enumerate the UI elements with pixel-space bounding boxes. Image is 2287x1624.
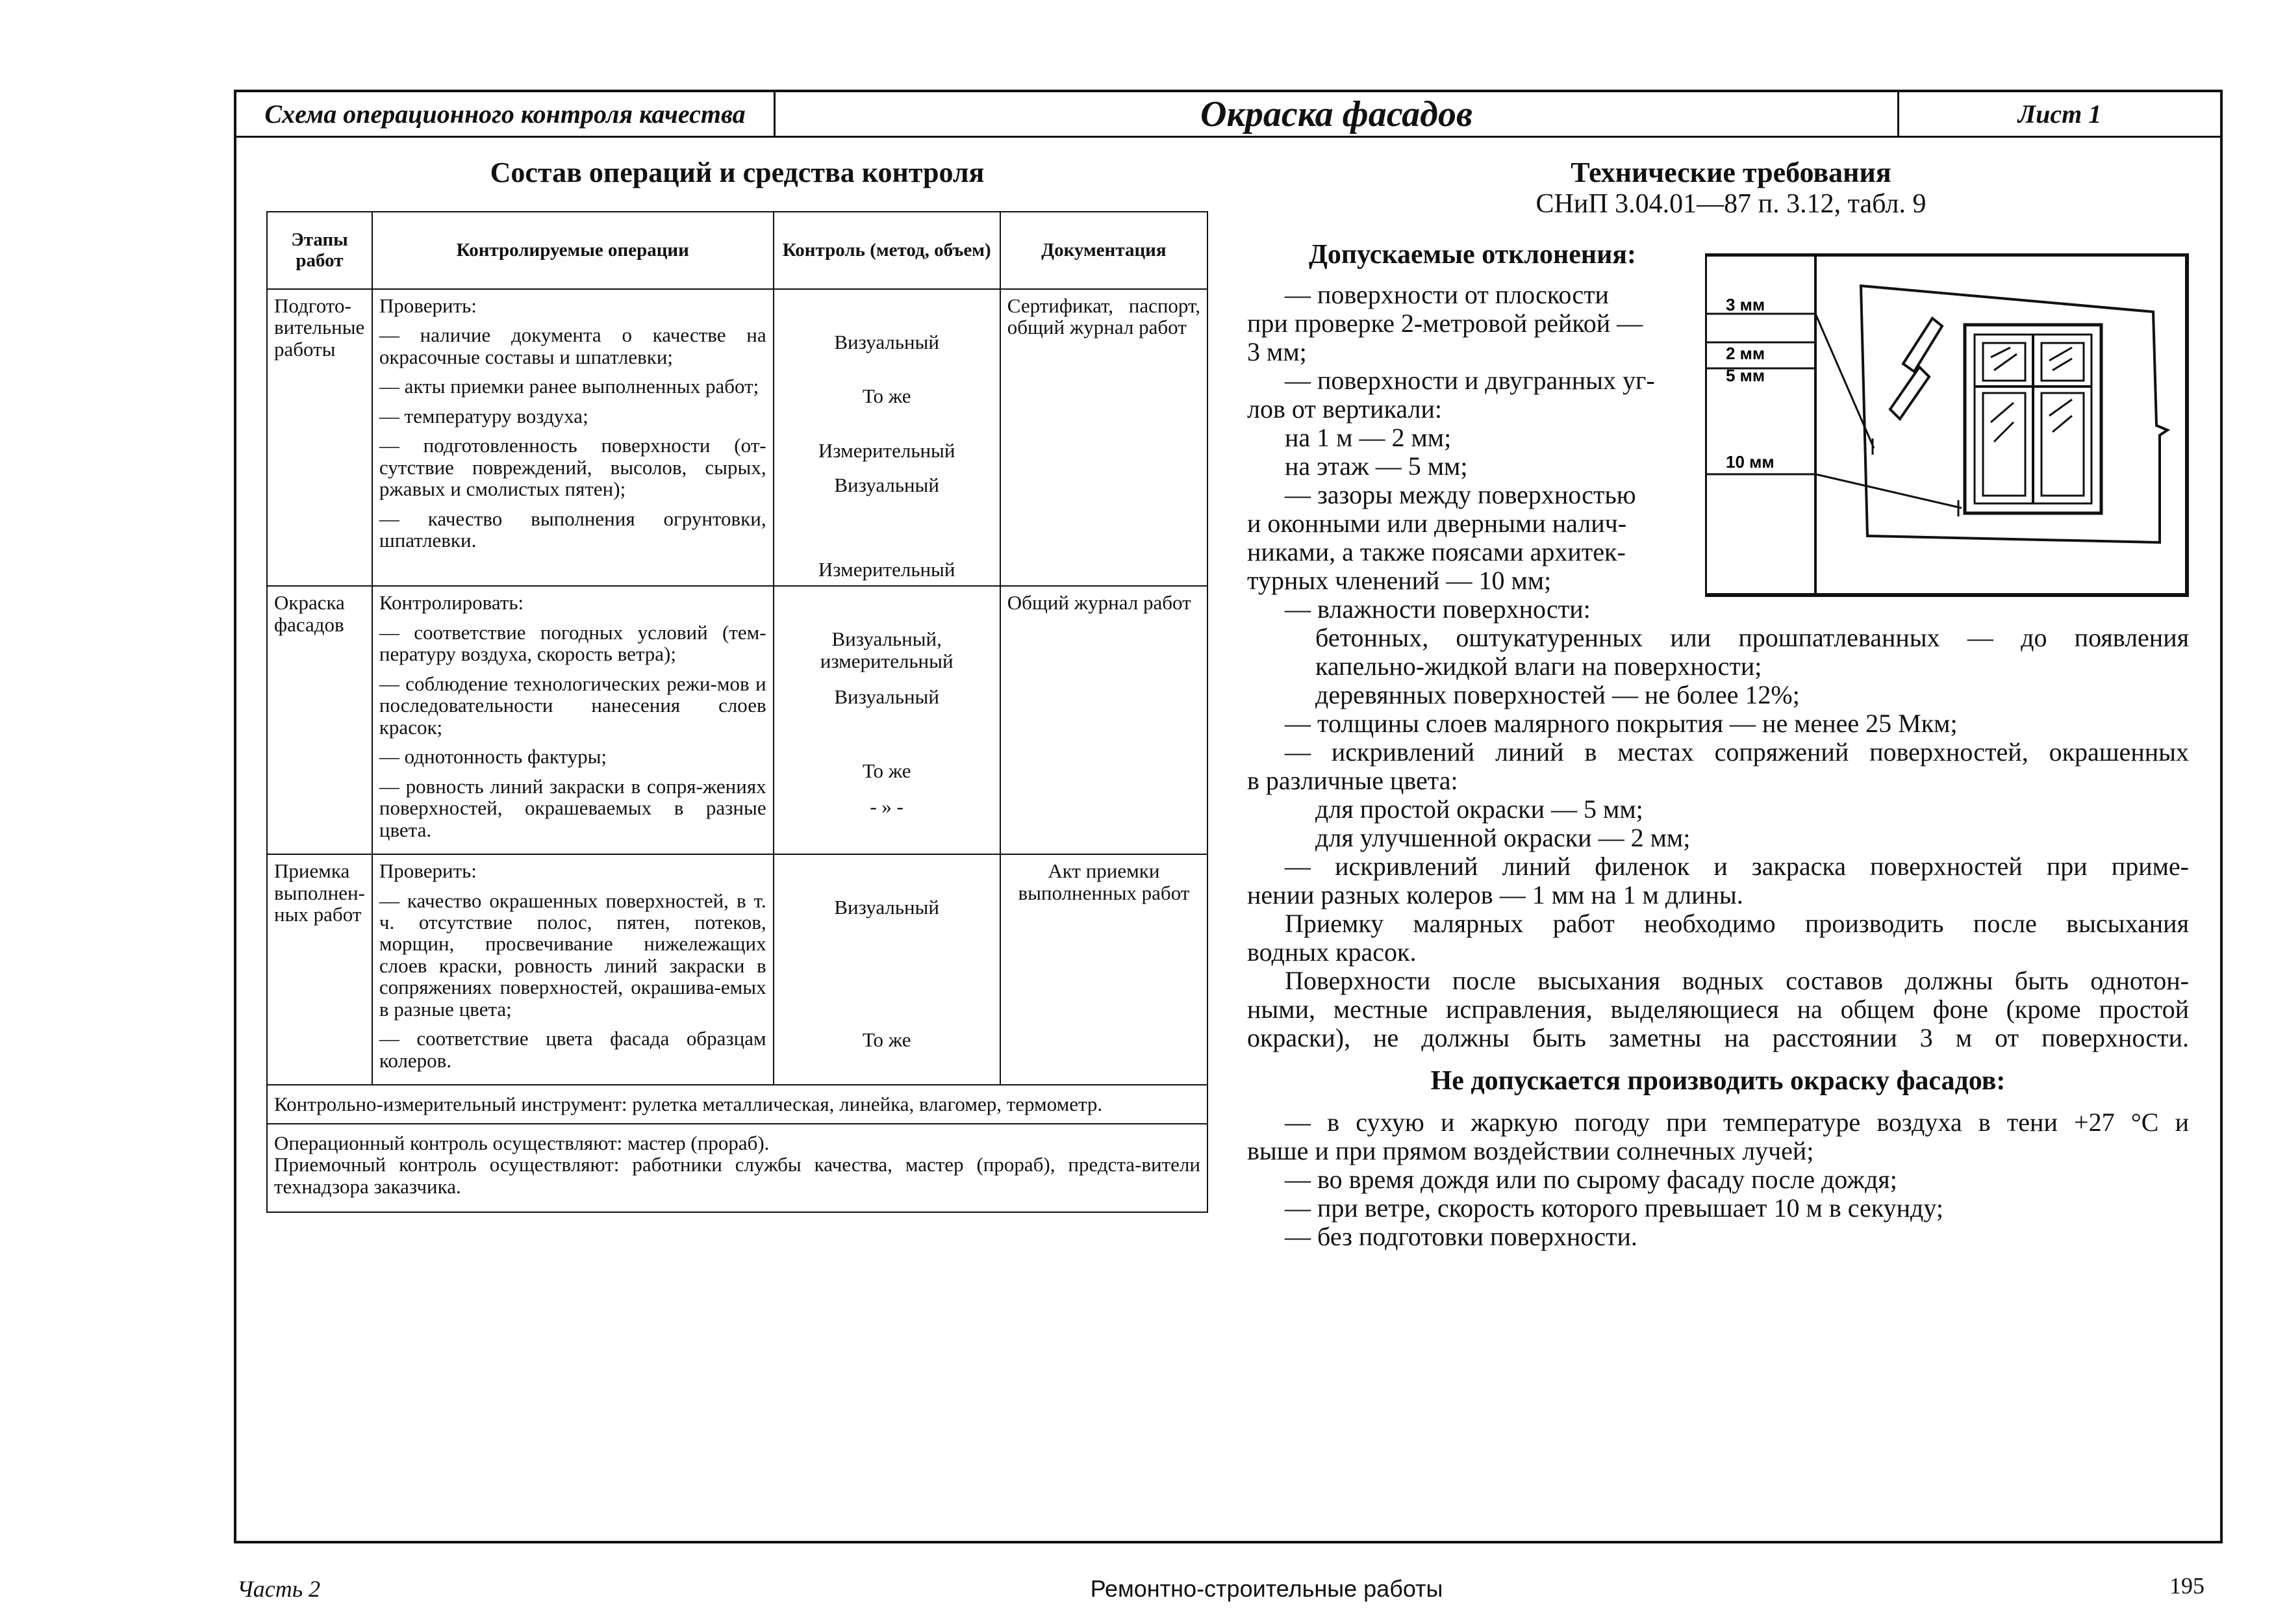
operation-item: — подготовленность поверхности (от-сутствие повреждений, высолов, сырых, ржавых и смолистых пятен); (379, 434, 766, 501)
table-row (267, 1085, 1207, 1123)
operations-intro: Проверить: (379, 294, 477, 317)
text-line: — поверхности от плоскости (1285, 280, 1609, 309)
text-line: деревянных поверхностей — не более 12%; (1315, 680, 1800, 709)
table-header-row (267, 212, 1207, 289)
control-method: То же (862, 385, 911, 408)
text-line: Приемку малярных работ необходимо производить после высыхания (1285, 909, 2189, 938)
control-method: Визуальный (834, 474, 939, 497)
text-line: турных членений — 10 мм; (1247, 566, 1552, 595)
column-header: Контроль (метод, объем) (774, 212, 1000, 289)
column-header: Контролируемые операции (372, 212, 774, 289)
text-line: — поверхности и двугранных уг- (1285, 366, 1655, 395)
table-row (267, 289, 1207, 586)
instruments-cell: Контрольно-измерительный инструмент: рулетка металлическая, линейка, влагомер, термометр. (267, 1085, 1207, 1123)
requirements-reference: СНиП 3.04.01—87 п. 3.12, табл. 9 (1535, 189, 1927, 219)
operations-cell (372, 289, 774, 586)
table-row (267, 1124, 1207, 1212)
text-line: никами, а также поясами архитек- (1247, 537, 1626, 566)
text-line: лов от вертикали: (1247, 394, 1442, 424)
text-line: бетонных, оштукатуренных или прошпатлеванных — до появления (1315, 623, 2189, 652)
control-method: Визуальный (834, 331, 939, 353)
operation-item: — соблюдение технологических режи-мов и последовательности нанесения слоев красок; (379, 672, 766, 739)
operation-item: — качество выполнения огрунтовки, шпатлевки. (379, 507, 766, 552)
sheet-header (236, 92, 2220, 138)
control-responsibility-cell (267, 1124, 1207, 1212)
text-line: — в сухую и жаркую погоду при температуре воздуха в тени +27 °С и (1285, 1108, 2189, 1137)
operations-cell (372, 854, 774, 1085)
control-cell (774, 854, 1000, 1085)
prohibition-list (1247, 1108, 2189, 1251)
operation-item: — акты приемки ранее выполненных работ; (379, 375, 759, 398)
text-line: выше и при прямом воздействии солнечных лучей; (1247, 1136, 1814, 1165)
acceptance-control-text: Приемочный контроль осуществляют: работники службы качества, мастер (прораб), предста-вители технадзора заказчика. (274, 1153, 1200, 1198)
text-line: и оконными или дверными налич- (1247, 509, 1627, 538)
text-line: на этаж — 5 мм; (1285, 451, 1468, 481)
control-cell (774, 586, 1000, 854)
control-method: То же (862, 1028, 911, 1051)
text-line: — искривлений линий в местах сопряжений поверхностей, окрашенных (1285, 737, 2189, 767)
label-10mm: 10 мм (1726, 452, 1775, 472)
label-3mm: 3 мм (1726, 295, 1765, 314)
control-method: То же (862, 759, 911, 782)
stage-cell: Приемка выполнен-ных работ (267, 854, 372, 1085)
operations-intro: Проверить: (379, 859, 477, 883)
operation-item: — температуру воздуха; (379, 404, 588, 427)
label-2mm: 2 мм (1726, 344, 1765, 363)
header-scheme-label: Схема операционного контроля качества (236, 92, 776, 136)
documentation-cell: Акт приемки выполненных работ (1000, 854, 1207, 1085)
page-title: Окраска фасадов (776, 92, 1899, 136)
operation-item: — соответствие погодных условий (тем-пературу воздуха, скорость ветра); (379, 620, 766, 666)
control-method: Визуальный (834, 685, 939, 709)
operation-item: — однотонность фактуры; (379, 745, 607, 768)
text-line: окраски), не должны быть заметны на расстоянии 3 м от поверхности. (1247, 1023, 2189, 1052)
text-line: при проверке 2-метровой рейкой — (1247, 309, 1643, 338)
text-line: 3 мм; (1247, 337, 1307, 366)
stage-cell: Подгото-вительные работы (267, 289, 372, 586)
text-line: — искривлений линий филенок и закраска поверхностей при приме- (1285, 852, 2189, 881)
sheet-number: Лист 1 (2017, 99, 2102, 129)
operation-item: — ровность линий закраски в сопря-жениях поверхностей, окрашеваемых в разные цвета. (379, 774, 766, 841)
footer-section: Ремонтно-строительные работы (1090, 1575, 1443, 1602)
column-header: Документация (1000, 212, 1207, 289)
operations-intro: Контролировать: (379, 591, 524, 615)
control-method: Визуальный, измерительный (820, 628, 954, 672)
page-number: 195 (2169, 1573, 2205, 1599)
text-line: — зазоры между поверхностью (1285, 480, 1636, 509)
text-line: водных красок. (1247, 937, 1417, 967)
requirements-title: Технические требования (1571, 157, 1891, 188)
text-line: нении разных колеров — 1 мм на 1 м длины. (1247, 880, 1743, 909)
operational-control-text: Операционный контроль осуществляют: мастер (прораб). (274, 1131, 770, 1154)
text-line: — при ветре, скорость которого превышает 10 м в секунду; (1285, 1193, 1943, 1223)
facade-deviation-figure (1705, 253, 2192, 598)
stage-cell: Окраска фасадов (267, 586, 372, 854)
footer-part: Часть 2 (237, 1576, 321, 1602)
table-row (267, 854, 1207, 1085)
text-line: в различные цвета: (1247, 766, 1458, 795)
text-line: — без подготовки поверхности. (1285, 1222, 1637, 1251)
documentation-cell: Сертификат, паспорт, общий журнал работ (1000, 289, 1207, 586)
operation-item: — наличие документа о качестве на окрасочные составы и шпатлевки; (379, 324, 766, 368)
text-line: — влажности поверхности: (1285, 594, 1591, 624)
text-line: для улучшенной окраски — 2 мм; (1315, 823, 1691, 852)
figure-border (1705, 255, 2187, 595)
operation-item: — качество окрашенных поверхностей, в т. ч. отсутствие полос, пятен, потеков, морщин, просвечивание нижележащих слоев краски, ровность линий закраски в сопряжениях поверхностей, окрашива-емых в разные цвета; (379, 889, 766, 1021)
control-method: Измерительный (818, 438, 955, 462)
text-line: капельно-жидкой влаги на поверхности; (1315, 652, 1762, 681)
control-method: Визуальный (834, 896, 939, 919)
operations-title: Состав операций и средства контроля (490, 157, 985, 188)
text-line: для простой окраски — 5 мм; (1315, 794, 1643, 824)
table-row (267, 586, 1207, 854)
control-cell (774, 289, 1000, 586)
text-line: Поверхности после высыхания водных составов должны быть однотон- (1285, 966, 2189, 995)
operations-cell (372, 586, 774, 854)
deviations-heading: Допускаемые отклонения: (1309, 240, 1636, 270)
text-line: на 1 м — 2 мм; (1285, 423, 1452, 452)
prohibition-heading: Не допускается производить окраску фасадов: (1430, 1066, 2006, 1096)
control-method: Измерительный (818, 557, 955, 581)
text-line: — во время дождя или по сырому фасаду после дождя; (1285, 1165, 1897, 1194)
label-5mm: 5 мм (1726, 366, 1765, 385)
column-header: Этапы работ (267, 212, 372, 289)
text-line: — толщины слоев малярного покрытия — не менее 25 Мкм; (1285, 709, 1958, 738)
control-method: - » - (870, 795, 904, 818)
text-line: ными, местные исправления, выделяющиеся на общем фоне (кроме простой (1247, 995, 2189, 1024)
operations-table (266, 211, 1208, 1213)
documentation-cell: Общий журнал работ (1000, 586, 1207, 854)
operation-item: — соответствие цвета фасада образцам колеров. (379, 1027, 766, 1072)
